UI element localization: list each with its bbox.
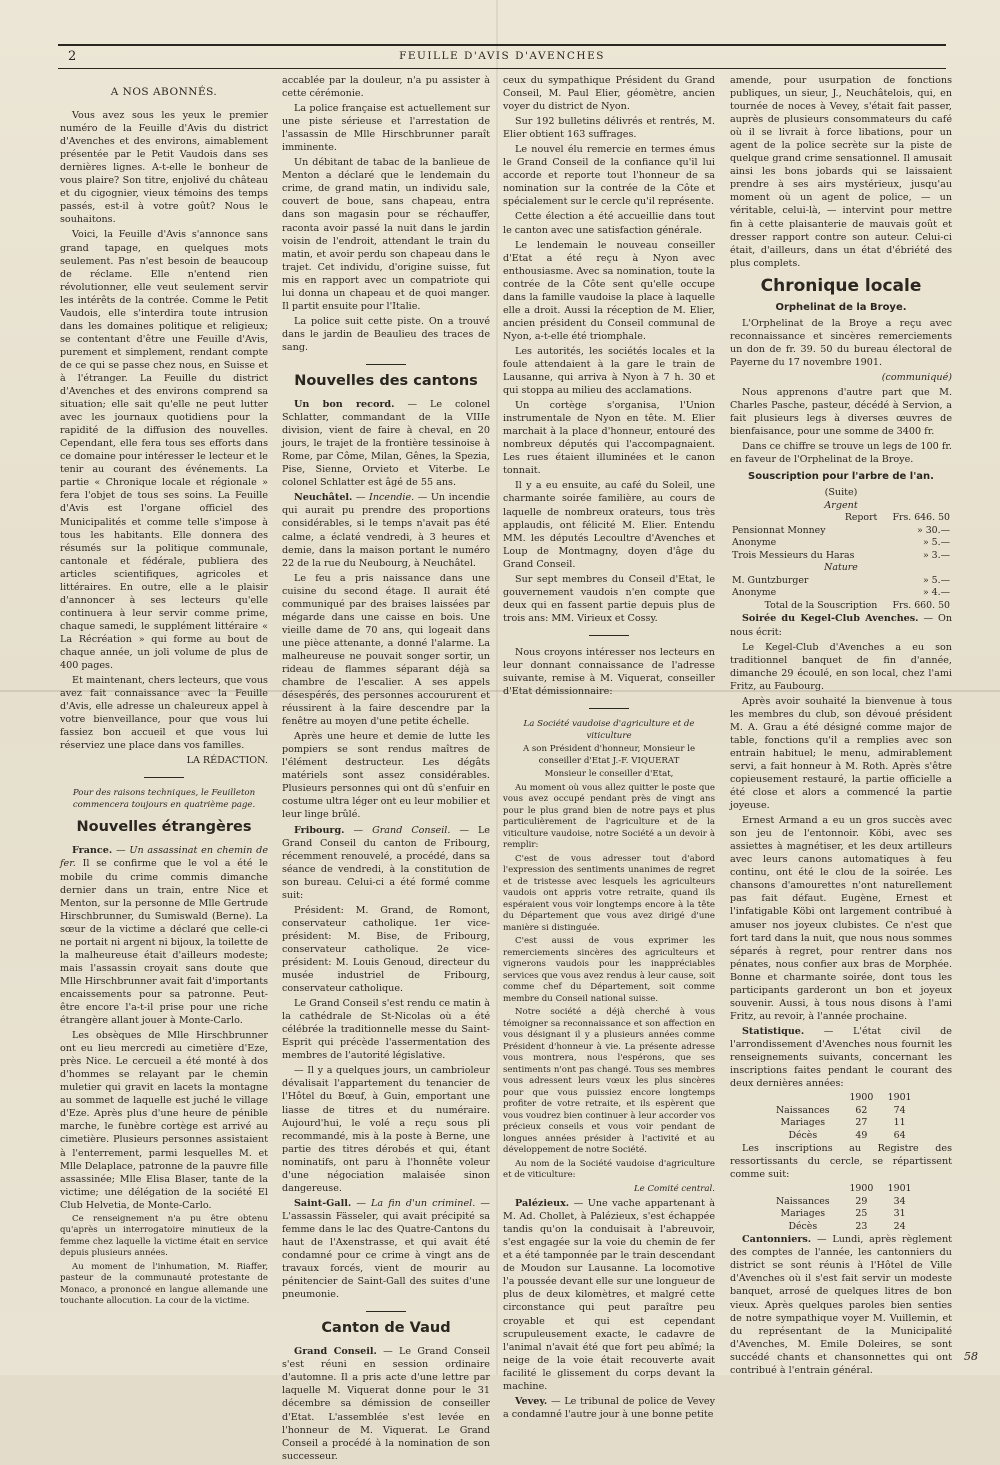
kegel-paragraph: Après avoir souhaité la bienvenue à tous les membres du club, son dévoué président M. A. Grau a été désigné comme major de table, fonctions qu'il a remplies avec son entrain habituel; le menu, admirablement servi, a fait honneur à M. Roth. Après s'être copieusement restauré, la partie officielle a été close et alors a commencé la partie joyeuse. (730, 695, 952, 812)
article-paragraph: Sur sept membres du Conseil d'Etat, le gouvernement vaudois n'en compte que deux qui en fassent partie depuis plus de trois ans: MM. Virieux et Cossy. (503, 573, 715, 624)
stat-label: Naissances (775, 1104, 830, 1116)
orphelinat-heading: Orphelinat de la Broye. (775, 301, 907, 313)
table-row (763, 1105, 918, 1118)
fribourg-label: Fribourg. (294, 824, 345, 836)
article-paragraph: Un débitant de tabac de la banlieue de Menton a déclaré que le lendemain du crime, de grand matin, un individu sale, couvert de boue, sans chapeau, entra dans son magasin pour se réchauffer, raconta avoir passé la nuit dans le jardin voisin de l'endroit, attendant le train du matin, et avoir perdu son chapeau dans le trajet. Cet individu, d'origine suisse, fut mis en rapport avec un compatriote qui lui donna un chapeau et de quoi manger. Il partit ensuite pour l'Italie. (282, 157, 490, 312)
kegel-paragraph: Le Kegel-Club d'Avenches a eu son traditionnel banquet de fin d'année, dimanche 29 écoulé, en son local, chez l'ami Fritz, au Faubourg. (730, 641, 952, 692)
fribourg-article: Fribourg. — Grand Conseil. — Le Grand Conseil du canton de Fribourg, récemment renouvelé, a procédé, dans sa séance de vendredi, à la constitution de son bureau. Celui-ci a été formé comme suit: (282, 824, 490, 901)
adresse-society: La Société vaudoise d'agriculture et de viticulture (523, 719, 695, 741)
bon-record-text: Le colonel Schlatter, commandant de la VIIIe division, vient de faire à cheval, en 20 jours, le trajet de la frontière tessinoise à Rome, par Côme, Milan, Gênes, la Spezia, Pise, Sienne, Orvieto et Viterbe. Le colonel Schlatter est âgé de 55 ans. (282, 399, 490, 489)
column-4 (730, 74, 952, 1379)
table-row (730, 512, 952, 525)
bon-record-article: Un bon record. — Le colonel Schlatter, commandant de la VIIIe division, vient de faire à cheval, en 20 jours, le trajet de la frontière tessinoise à Rome, par Côme, Milan, Gênes, la Spezia, Pise, Sienne, Orvieto et Viterbe. Le colonel Schlatter est âgé de 55 ans. (282, 399, 490, 489)
stat-value: 23 (855, 1220, 868, 1232)
article-paragraph: Un cortège s'organisa, l'Union instrumentale de Nyon en tête. M. Elier marchait à la place d'honneur, entouré des nombreux députés qui l'accompagnaient. Les rues étaient illuminées et le canon tonnait. (503, 400, 715, 477)
table-row (730, 550, 952, 563)
donor-name: Pensionnat Monney (732, 524, 826, 536)
stat-value: 24 (893, 1220, 906, 1232)
statistique-text: L'état civil de l'arrondissement d'Avenches nous fournit les renseignements suivants, concernant les inscriptions faites pendant le courant des deux dernières années: (730, 1025, 952, 1090)
article-paragraph: accablée par la douleur, n'a pu assister à cette cérémonie. (282, 75, 490, 100)
table-row (763, 1130, 918, 1143)
stgall-label: Saint-Gall. (294, 1197, 352, 1209)
article-paragraph: Le lendemain le nouveau conseiller d'Etat a été reçu à Nyon avec enthousiasme. Avec sa nomination, toute la contrée de la Côte sent qu'elle occupe dans la famille vaudoise la place à laquelle elle a droit. Aussi la réception de M. Elier, ancien président du Conseil communal de Nyon, a-t-elle été triomphale. (503, 239, 715, 342)
stat-label: Décès (788, 1220, 818, 1232)
year-header: 1901 (887, 1183, 912, 1195)
adresse-paragraph: Au moment où vous allez quitter le poste que vous avez occupé pendant près de vingt ans pour le plus grand bien de notre pays et plus particulièrement de l'agriculture et de la viticulture vaudoise, notre Société a un devoir à remplir: (503, 782, 715, 851)
cantonniers-article: Cantonniers. — Lundi, après règlement des comptes de l'année, les cantonniers du district se sont réunis à l'Hôtel de Ville d'Avenches où il s'est fait servir un modeste banquet, arrosé de quelques litres de bon vieux. Après quelques paroles bien senties de notre sympathique voyer M. Vuillemin, et du représentant de la Municipalité d'Avenches, M. Emile Doleires, se sont succédé chants et chansonnettes qui ont contribué à l'entrain général. (730, 1234, 952, 1376)
souscription-nature: Nature (824, 562, 858, 574)
divider (144, 777, 184, 778)
france-paragraph: Ce renseignement n'a pu être obtenu qu'après un interrogatoire minutieux de la femme chez laquelle la victime était en service depuis plusieurs années. (60, 1213, 268, 1259)
grand-conseil-label: Grand Conseil. (294, 1346, 377, 1358)
fribourg-text: Le Grand Conseil du canton de Fribourg, récemment renouvelé, a procédé, dans sa séance de vendredi, à la constitution de son bureau. Celui-ci a été formé comme suit: (282, 824, 490, 901)
page-mark: 58 (964, 1350, 978, 1363)
adresse-intro: Nous croyons intéresser nos lecteurs en leur donnant connaissance de l'adresse suivante, remise à M. Viquerat, conseiller d'Etat démissionnaire: (503, 646, 715, 698)
stat-value: 29 (855, 1195, 868, 1207)
france-paragraph: Les obsèques de Mlle Hirschbrunner ont eu lieu mercredi au cimetière d'Eze, près Nice. Le cercueil a été monté à dos d'hommes se relayant par le chemin muletier qui gravit en lacets la montagne au sommet de laquelle est juché le village d'Eze. Après plus d'une heure de pénible marche, le funèbre cortège est arrivé au cimetière. Plusieurs personnes assistaient à l'enterrement, parmi lesquelles M. et Mlle Delaplace, patronne de la pauvre fille assassinée; Mlle Elisa Blaser, tante de la victime; une délégation de la société El Club Helvetia, de Monte-Carlo. (60, 1030, 268, 1211)
pasche-paragraph: Nous apprenons d'autre part que M. Charles Pasche, pasteur, décédé à Servion, a fait plusieurs legs à diverses œuvres de bienfaisance, pour une somme de 3400 fr. (730, 387, 952, 438)
france-subtitle: Un assassinat en chemin de fer. (60, 845, 268, 870)
souscription-heading: Souscription pour l'arbre de l'an. (748, 471, 934, 483)
vevey-label: Vevey. (515, 1395, 548, 1407)
donor-amount: » 3.— (922, 549, 950, 561)
pasche-paragraph: Dans ce chiffre se trouve un legs de 100 fr. en faveur de l'Orphelinat de la Broye. (730, 441, 952, 466)
neuchatel-paragraph: Après une heure et demie de lutte les pompiers se sont rendus maîtres de l'élément destructeur. Les dégâts matériels sont assez considérables. Plusieurs personnes qui ont dû s'enfuir en costume ultra léger ont eu leur mobilier et leur linge brûlé. (282, 731, 490, 821)
column-2 (282, 74, 490, 1465)
fribourg-paragraph: Président: M. Grand, de Romont, conservateur catholique. 1er vice-président: M. Bise, de Fribourg, conservateur catholique. 2e vice-président: M. Louis Genoud, directeur du musée industriel de Fribourg, conservateur catholique. (282, 904, 490, 995)
abonnes-paragraph: Vous avez sous les yeux le premier numéro de la Feuille d'Avis du district d'Avenches et des environs, aimablement présentée par le Petit Vaudois dans ses dernières lignes. A-t-elle le bonheur de vous plaire? Son titre, enjolivé du château et du cigognier, vieux témoins des temps passés, est-il à votre goût? Nous le souhaitons. (60, 110, 268, 226)
kegel-article: Soirée du Kegel-Club Avenches. — On nous écrit: (730, 613, 952, 638)
stgall-article: Saint-Gall. — La fin d'un criminel. — L'assassin Fässeler, qui avait précipité sa femme dans le lac des Quatre-Cantons du haut de l'Axenstrasse, et qui avait été condamné pour ce crime à vingt ans de travaux forcés, vient de mourir au pénitencier de Saint-Gall des suites d'une pneumonie. (282, 1197, 490, 1301)
france-label: France. (72, 845, 113, 857)
article-paragraph: Il y a eu ensuite, au café du Soleil, une charmante soirée familière, au cours de laquelle de nombreux orateurs, tous très applaudis, ont félicité M. Elier. Entendu MM. les députés Lecoultre d'Avenches et Loup de Montmagny, doyen d'âge du Grand Conseil. (503, 480, 715, 570)
total-label: Total de la Souscription (764, 599, 878, 611)
divider (589, 635, 629, 636)
report-value: Frs. 646. 50 (892, 512, 950, 524)
stgall-text: L'assassin Fässeler, qui avait précipité sa femme dans le lac des Quatre-Cantons du haut de l'Axenstrasse, et qui avait été condamné pour ce crime à vingt ans de travaux forcés, vient de mourir au pénitencier de Saint-Gall des suites d'une pneumonie. (282, 1210, 490, 1301)
chronique-heading: Chronique locale (760, 275, 922, 296)
souscription-table (730, 512, 952, 612)
fribourg-subtitle: Grand Conseil. (372, 824, 451, 836)
table-row (763, 1183, 918, 1196)
article-paragraph: La police suit cette piste. On a trouvé dans le jardin de Beaulieu des traces de sang. (282, 315, 490, 353)
article-paragraph: Sur 192 bulletins délivrés et rentrés, M. Elier obtient 163 suffrages. (503, 116, 715, 141)
stat-value: 25 (855, 1208, 868, 1220)
newspaper-title: FEUILLE D'AVIS D'AVENCHES (399, 50, 605, 62)
neuchatel-subtitle: Incendie. (369, 492, 415, 504)
neuchatel-label: Neuchâtel. (294, 492, 353, 504)
kegel-heading: Soirée du Kegel-Club Avenches. (742, 613, 919, 625)
donor-amount: » 30.— (916, 524, 950, 536)
divider (366, 364, 406, 365)
vevey-text: Le tribunal de police de Vevey a condamné l'autre jour à une bonne petite (503, 1395, 715, 1420)
table-row (730, 537, 952, 550)
stat-value: 49 (855, 1129, 868, 1141)
vevey-article: Vevey. — Le tribunal de police de Vevey a condamné l'autre jour à une bonne petite (503, 1395, 715, 1420)
table-row (730, 600, 952, 613)
stat-label: Mariages (780, 1208, 826, 1220)
divider (366, 1311, 406, 1312)
bon-record-label: Un bon record. (294, 399, 395, 411)
stgall-subtitle: La fin d'un criminel. (371, 1197, 476, 1209)
vevey-continued: amende, pour usurpation de fonctions publiques, un sieur, J., Neuchâtelois, qui, en tournée de noces à Vevey, s'était fait passer, auprès de plusieurs consommateurs du café où il se livrait à force libations, pour un agent de la police secrète sur la piste de quelque grand crime sensationnel. Il amusait ainsi les bons jobards qui se laissaient prendre à ses airs mystérieux, jusqu'au moment où un agent de police, — un véritable, celui-là, — intervint pour mettre fin à cette plaisanterie de mauvais goût et dresser rapport contre son auteur. Celui-ci était, d'ailleurs, dans un état d'ébriété des plus complets. (730, 75, 952, 269)
neuchatel-paragraph: Le feu a pris naissance dans une cuisine du second étage. Il aurait été communiqué par des braises laissées par mégarde dans une caisse en bois. Une vieille dame de 70 ans, qui logeait dans une pièce attenante, a donné l'alarme. La malheureuse ne pouvait songer sortir, un rideau de flammes séparant déjà sa chambre de l'escalier. A ses appels désespérés, des personnes accoururent et réussirent à la faire descendre par la fenêtre au moyen d'une petite échelle. (282, 572, 490, 728)
adresse-paragraph: C'est aussi de vous exprimer les remerciements sincères des agriculteurs et vignerons vaudois pour les inappréciables services que vous avez rendus à leur cause, soit comme chef du Département, soit comme membre du Conseil national suisse. (503, 936, 715, 1004)
france-article: France. — Un assassinat en chemin de fer. Il se confirme que le vol a été le mobile du crime commis dimanche dernier dans un train, entre Nice et Menton, sur la personne de Mlle Gertrude Hirschbrunner, du Sumiswald (Berne). La sœur de la victime a déclaré que celle-ci ne portait ni argent ni bijoux, la toilette de la malheureuse était d'ailleurs modeste; mais l'assassin croyait sans doute que Mlle Hirschbrunner avait fait d'importants encaissements pour sa patronne. Peut-être encore l'a-t-il prise pour une riche étrangère allant jouer à Monte-Carlo. (60, 845, 268, 1027)
donor-name: Anonyme (732, 587, 777, 599)
statistique-label: Statistique. (742, 1025, 805, 1037)
palezieux-text: Une vache appartenant à M. Ad. Chollet, à Palézieux, s'est échappée tandis qu'on la conduisait à l'abreuvoir, s'est engagée sur la voie du chemin de fer et a été tamponnée par le train descendant de Moudon sur Lausanne. La locomotive l'a poussée devant elle sur une longueur de plus de deux kilomètres, et malgré cette circonstance qui peut paraître peu croyable et qui est cependant scrupuleusement exacte, le cadavre de l'animal n'avait été que fort peu abîmé; la neige de la voie était recouverte avait facilité le glissement du corps devant la machine. (503, 1198, 715, 1392)
donor-name: Anonyme (732, 537, 777, 549)
column-3 (503, 74, 715, 1423)
statistique-mid: Les inscriptions au Registre des ressortissants du cercle, se répartissent comme suit: (730, 1143, 952, 1181)
cantons-heading: Nouvelles des cantons (294, 372, 478, 389)
france-text: Il se confirme que le vol a été le mobile du crime commis dimanche dernier dans un train, entre Nice et Menton, sur la personne de Mlle Gertrude Hirschbrunner, du Sumiswald (Berne). La sœur de la victime a déclaré que celle-ci ne portait ni argent ni bijoux, la toilette de la malheureuse était d'ailleurs modeste; mais l'assassin croyait sans doute que Mlle Hirschbrunner avait fait d'importants encaissements pour sa patronne. Peut-être encore l'a-t-il prise pour une riche étrangère allant jouer à Monte-Carlo. (60, 858, 268, 1027)
stat-value: 31 (893, 1208, 906, 1220)
statistique-table-1 (763, 1092, 918, 1142)
table-row (763, 1208, 918, 1221)
table-row (730, 525, 952, 538)
article-paragraph: Cette élection a été accueillie dans tout le canton avec une satisfaction générale. (503, 211, 715, 236)
palezieux-article: Palézieux. — Une vache appartenant à M. Ad. Chollet, à Palézieux, s'est échappée tandis qu'on la conduisait à l'abreuvoir, s'est engagée sur la voie du chemin de fer et a été tamponnée par le train descendant de Moudon sur Lausanne. La locomotive l'a poussée devant elle sur une longueur de plus de deux kilomètres, et malgré cette circonstance qui peut paraître peu croyable et qui est cependant scrupuleusement exacte, le cadavre de l'animal n'avait été que fort peu abîmé; la neige de la voie était recouverte avait facilité le glissement du corps devant la machine. (503, 1198, 715, 1392)
donor-amount: » 5.— (922, 537, 950, 549)
paper-fold-vertical (496, 0, 498, 1375)
table-row (763, 1092, 918, 1105)
france-paragraph: Au moment de l'inhumation, M. Riaffer, pasteur de la communauté protestante de Monaco, a prononcé en langue allemande une touchante allocution. La cour de la victime. (60, 1261, 268, 1307)
table-row (730, 587, 952, 600)
neuchatel-text: Un incendie qui aurait pu prendre des proportions considérables, si le temps n'avait pas été calme, a éclaté vendredi, à 3 heures et demie, dans la maison portant le numéro 22 de la rue du Neubourg, à Neuchâtel. (282, 492, 490, 569)
cantonniers-label: Cantonniers. (742, 1234, 812, 1246)
feuilleton-note: Pour des raisons techniques, le Feuilleton commencera toujours en quatrième page. (72, 788, 256, 810)
article-paragraph: ceux du sympathique Président du Grand Conseil, M. Paul Elier, géomètre, ancien voyer du district de Nyon. (503, 75, 715, 113)
year-header: 1900 (849, 1092, 874, 1104)
adresse-recipient: A son Président d'honneur, Monsieur le conseiller d'Etat J.-F. VIQUERAT (522, 744, 696, 766)
stat-value: 11 (893, 1117, 906, 1129)
report-label: Report (844, 512, 878, 524)
table-row (730, 575, 952, 588)
stat-label: Naissances (775, 1195, 830, 1207)
abonnes-paragraph: Voici, la Feuille d'Avis s'annonce sans grand tapage, en quelques mots seulement. Pas n'est besoin de beaucoup de réclame. Elle n'entend rien révolutionner, elle veut seulement servir les intérêts de la contrée. Comme le Petit Vaudois, elle s'interdira toute intrusion dans les domaines politique et religieux; se contentant d'être une Feuille d'Avis, purement et simplement, rendant compte de ce qui se passe chez nous, en Suisse et à l'étranger. La Feuille du district d'Avenches et des environs comprend sa situation; elle sait qu'elle ne peut lutter avec les journaux quotidiens pour la rapidité de la diffusion des nouvelles. Cependant, elle fera tous ses efforts dans ce domaine pour intéresser le lecteur et le tenir au courant des événements. La partie « Chronique locale et régionale » fera l'objet de tous ses soins. La Feuille d'Avis est l'organe officiel des Municipalités et comme telle s'impose à tous les habitants. Elle donnera des résumés sur la politique communale, cantonale et fédérale, publiera des articles scientifiques, agricoles et littéraires. En outre, elle a le plaisir d'annoncer à ses lecteurs qu'elle continuera à leur servir comme prime, chaque samedi, le supplément littéraire « La Récréation » qui forme au bout de chaque année, un joli volume de plus de 400 pages. (60, 229, 268, 672)
kegel-paragraph: Ernest Armand a eu un gros succès avec son jeu de l'entonnoir. Köbi, avec ses assiettes à magnétiser, et les deux artilleurs avec leurs canons automatiques à feu continu, ont été le clou de la soirée. Les chansons d'amourettes n'ont naturellement pas fait défaut. Eugène, Ernest et l'infatigable Köbi ont largement contribué à amuser nos joyeux clubistes. Ce n'est que fort tard dans la nuit, que nous nous sommes séparés à regret, pour rentrer dans nos pénates, nous confier aux bras de Morphée. Bonne et charmante soirée, dont tous les participants garderont un bon et joyeux souvenir. Aussi, à tous nous disons à l'ami Fritz, au revoir, à l'année prochaine. (730, 815, 952, 1022)
year-header: 1900 (849, 1183, 874, 1195)
page-header (58, 44, 946, 69)
article-paragraph: Le nouvel élu remercie en termes émus le Grand Conseil de la confiance qu'il lui accorde et reporte tout l'honneur de sa nomination sur la contrée de la Côte et spécialement sur le cercle qu'il représente. (503, 144, 715, 208)
grand-conseil-article: Grand Conseil. — Le Grand Conseil s'est réuni en session ordinaire d'automne. Il a pris acte d'une lettre par laquelle M. Viquerat donne pour le 31 décembre sa démission de conseiller d'Etat. L'assemblée s'est levée en l'honneur de M. Viquerat. Le Grand Conseil a procédé à la nomination de son successeur. (282, 1346, 490, 1462)
table-row (730, 562, 952, 575)
table-row (763, 1117, 918, 1130)
total-value: Frs. 660. 50 (892, 599, 950, 611)
table-row (763, 1221, 918, 1234)
cantonniers-text: Lundi, après règlement des comptes de l'année, les cantonniers du district se sont réunis à l'Hôtel de Ville d'Avenches où il s'est fait servir un modeste banquet, arrosé de quelques litres de bon vieux. Après quelques paroles bien senties de notre sympathique voyer M. Vuillemin, et du représentant de la Municipalité d'Avenches, M. Emile Doleires, se sont succédé chants et chansonnettes qui ont contribué à l'entrain général. (730, 1234, 952, 1376)
palezieux-label: Palézieux. (515, 1198, 570, 1210)
communique-note: (communiqué) (881, 371, 952, 383)
donor-amount: » 4.— (922, 587, 950, 599)
adresse-signature: Le Comité central. (633, 1183, 715, 1194)
souscription-suite: (Suite) (824, 487, 858, 499)
orphelinat-text: L'Orphelinat de la Broye a reçu avec reconnaissance et sincères remerciements un don de fr. 39. 50 du bureau électoral de Payerne du 17 novembre 1901. (730, 317, 952, 368)
stat-value: 64 (893, 1129, 906, 1141)
grand-conseil-text: Le Grand Conseil s'est réuni en session ordinaire d'automne. Il a pris acte d'une lettre par laquelle M. Viquerat donne pour le 31 décembre sa démission de conseiller d'Etat. L'assemblée s'est levée en l'honneur de M. Viquerat. Le Grand Conseil a procédé à la nomination de son successeur. (282, 1346, 490, 1462)
column-1 (60, 74, 268, 1310)
article-paragraph: Les autorités, les sociétés locales et la foule attendaient à la gare le train de Lausanne, qui arriva à Nyon à 7 h. 30 et qui stoppa au milieu des acclamations. (503, 345, 715, 397)
adresse-salutation: Monsieur le conseiller d'Etat, (544, 769, 674, 780)
etrangeres-heading: Nouvelles étrangères (76, 819, 252, 836)
adresse-paragraph: Au nom de la Société vaudoise d'agriculture et de viticulture: (503, 1158, 715, 1181)
donor-amount: » 5.— (922, 574, 950, 586)
stat-value: 27 (855, 1117, 868, 1129)
year-header: 1901 (887, 1092, 912, 1104)
stat-label: Mariages (780, 1117, 826, 1129)
abonnes-heading: A NOS ABONNÉS. (110, 86, 218, 98)
adresse-paragraph: Notre société a déjà cherché à vous témoigner sa reconnaissance et son affection en vous désignant il y a plusieurs années comme Président d'honneur à vie. La présente adresse vous montrera, nous l'espérons, que ses sentiments n'ont pas changé. Tous ses membres vous adressent leurs vœux les plus sincères pour que vous puissiez encore longtemps profiter de votre retraite, et ils espèrent que vous voudrez bien continuer à leur accorder vos précieux conseils et vous voir pendant de longues années présider à l'activité et au développement de notre Société. (503, 1007, 715, 1156)
fribourg-paragraph: — Il y a quelques jours, un cambrioleur dévalisait l'appartement du tenancier de l'Hôtel du Bœuf, à Guin, emportant une liasse de titres et du numéraire. Aujourd'hui, le volé a reçu sous pli recommandé, mis à la poste à Berne, une partie des titres dérobés et qui, étant nominatifs, ont paru à l'honnête voleur d'une négociation malaisée sinon dangereuse. (282, 1065, 490, 1194)
kegel-text: On nous écrit: (730, 613, 952, 638)
vaud-heading: Canton de Vaud (321, 1320, 451, 1337)
statistique-table-2 (763, 1183, 918, 1233)
redaction-signature: LA RÉDACTION. (186, 755, 268, 767)
statistique-article: Statistique. — L'état civil de l'arrondissement d'Avenches nous fournit les renseignements suivants, concernant les inscriptions faites pendant le courant des deux dernières années: (730, 1025, 952, 1090)
page-number: 2 (68, 49, 77, 64)
stat-value: 74 (893, 1104, 906, 1116)
adresse-paragraph: C'est de vous adresser tout d'abord l'expression des sentiments unanimes de regret et de tristesse avec lesquels les agriculteurs vaudois ont appris votre retraite, quand ils espéraient vous voir longtemps encore à la tête du Département que vous avez dirigé d'une manière si distinguée. (503, 853, 715, 933)
stat-value: 34 (893, 1195, 906, 1207)
fribourg-paragraph: Le Grand Conseil s'est rendu ce matin à la cathédrale de St-Nicolas où a été célébrée la traditionnelle messe du Saint-Esprit qui précède l'assermentation des membres de l'autorité législative. (282, 998, 490, 1062)
abonnes-paragraph: Et maintenant, chers lecteurs, que vous avez fait connaissance avec la Feuille d'Avis, elle adresse un chaleureux appel à votre bienveillance, pour que vous lui fassiez bon accueil et que vous lui réserviez une place dans vos familles. (60, 675, 268, 752)
neuchatel-article: Neuchâtel. — Incendie. — Un incendie qui aurait pu prendre des proportions considérables, si le temps n'avait pas été calme, a éclaté vendredi, à 3 heures et demie, dans la maison portant le numéro 22 de la rue du Neubourg, à Neuchâtel. (282, 492, 490, 569)
table-row (763, 1196, 918, 1209)
divider (589, 708, 629, 709)
stat-label: Décès (788, 1129, 818, 1141)
stat-value: 62 (855, 1104, 868, 1116)
souscription-argent: Argent (824, 500, 858, 512)
donor-name: Trois Messieurs du Haras (732, 549, 855, 561)
article-paragraph: La police française est actuellement sur une piste sérieuse et l'arrestation de l'assassin de Mlle Hirschbrunner paraît imminente. (282, 103, 490, 154)
donor-name: M. Guntzburger (732, 574, 809, 586)
